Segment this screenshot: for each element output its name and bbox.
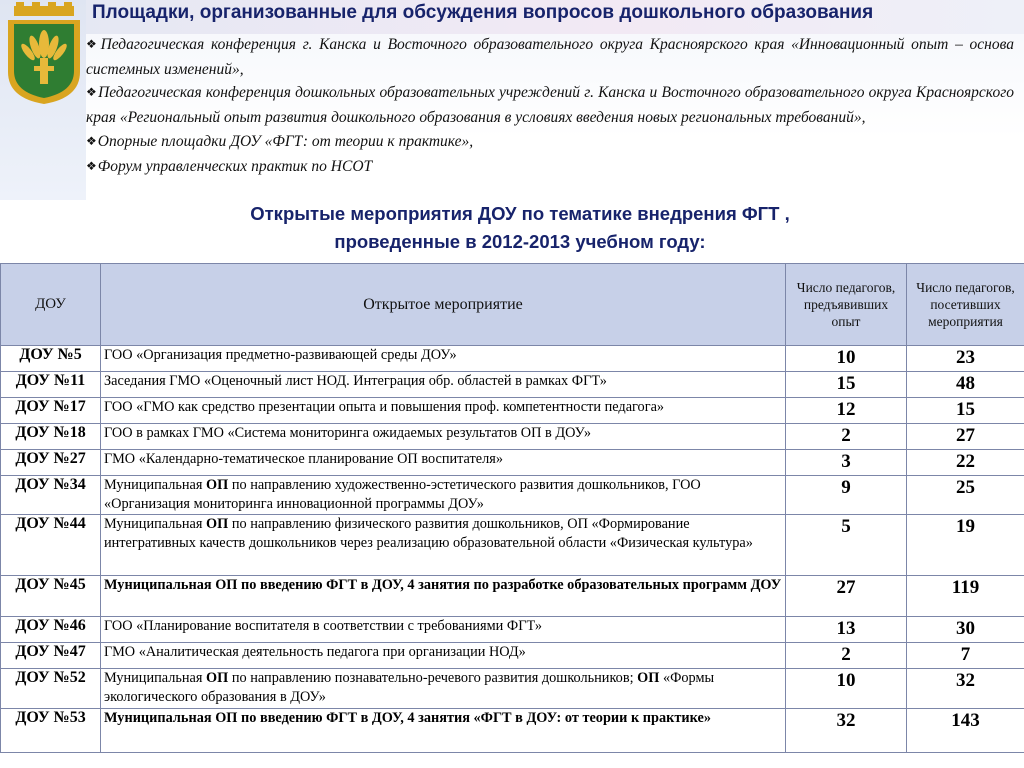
event-text: Муниципальная ОП по введению ФГТ в ДОУ, 4 занятия по разработке образовательных программ ДОУ — [104, 577, 782, 593]
cell-dou: ДОУ №27 — [1, 450, 101, 476]
table-row — [1, 709, 1024, 753]
cell-dou: ДОУ №53 — [1, 709, 101, 753]
diamond-bullet-icon: ❖ — [86, 85, 98, 100]
event-text: Муниципальная ОП по введению ФГТ в ДОУ, 4 занятия «ФГТ в ДОУ: от теории к практике» — [104, 710, 711, 726]
bullet-list — [86, 33, 1014, 179]
cell-attended: 48 — [907, 372, 1024, 398]
cell-event — [101, 346, 786, 372]
diamond-bullet-icon: ❖ — [86, 37, 100, 51]
event-text: ОП — [637, 670, 660, 686]
bullet-item — [86, 33, 1014, 81]
cell-attended: 30 — [907, 617, 1024, 643]
cell-attended: 15 — [907, 398, 1024, 424]
page-title: Площадки, организованные для обсуждения вопросов дошкольного образования — [92, 2, 874, 23]
cell-dou: ДОУ №18 — [1, 424, 101, 450]
cell-attended: 23 — [907, 346, 1024, 372]
cell-event — [101, 515, 786, 576]
diamond-bullet-icon: ❖ — [86, 158, 97, 173]
table-row — [1, 669, 1024, 709]
event-text: Заседания ГМО «Оценочный лист НОД. Интеграция обр. областей в рамках ФГТ» — [104, 373, 607, 389]
diamond-bullet-icon: ❖ — [86, 133, 97, 148]
table-row — [1, 346, 1024, 372]
cell-event — [101, 576, 786, 617]
table-row — [1, 450, 1024, 476]
cell-dou: ДОУ №44 — [1, 515, 101, 576]
table-row — [1, 576, 1024, 617]
table-header-row — [1, 264, 1024, 346]
cell-dou: ДОУ №17 — [1, 398, 101, 424]
cell-attended: 22 — [907, 450, 1024, 476]
cell-attended: 19 — [907, 515, 1024, 576]
event-text: ГОО «ГМО как средство презентации опыта и повышения проф. компетентности педагога» — [104, 399, 665, 415]
cell-presented: 2 — [786, 643, 907, 669]
bullet-text: Педагогическая конференция г. Канска и Восточного образовательного округа Красноярского края «Инновационный опыт – основа системных изменений», — [86, 36, 1014, 78]
cell-event — [101, 617, 786, 643]
cell-dou: ДОУ №46 — [1, 617, 101, 643]
event-text: Муниципальная — [104, 516, 207, 532]
cell-presented: 15 — [786, 372, 907, 398]
cell-dou: ДОУ №34 — [1, 476, 101, 515]
cell-event — [101, 476, 786, 515]
event-text: по направлению физического развития дошкольников, ОП «Формирование интегративных качеств дошкольников через реализацию образовательной области «Физическая культура» — [104, 516, 753, 551]
table-row — [1, 515, 1024, 576]
event-text: ГМО «Календарно-тематическое планирование ОП воспитателя» — [104, 451, 503, 467]
event-text: ГОО в рамках ГМО «Система мониторинга ожидаемых результатов ОП в ДОУ» — [104, 425, 592, 441]
cell-event — [101, 450, 786, 476]
table-row — [1, 643, 1024, 669]
cell-presented: 10 — [786, 669, 907, 709]
cell-event — [101, 669, 786, 709]
bullet-text: Опорные площадки ДОУ «ФГТ: от теории к практике», — [97, 132, 474, 150]
table-row — [1, 424, 1024, 450]
cell-presented: 13 — [786, 617, 907, 643]
cell-presented: 5 — [786, 515, 907, 576]
table-row — [1, 372, 1024, 398]
header-presented: Число педагогов, предъявивших опыт — [786, 264, 907, 346]
cell-presented: 9 — [786, 476, 907, 515]
cell-attended: 27 — [907, 424, 1024, 450]
cell-event — [101, 424, 786, 450]
event-text: ГОО «Планирование воспитателя в соответствии с требованиями ФГТ» — [104, 618, 542, 634]
cell-event — [101, 372, 786, 398]
bullet-item — [86, 81, 1014, 129]
cell-dou: ДОУ №11 — [1, 372, 101, 398]
cell-presented: 3 — [786, 450, 907, 476]
cell-attended: 25 — [907, 476, 1024, 515]
event-text: Муниципальная — [104, 670, 207, 686]
table-body — [1, 346, 1024, 753]
bullet-text: Форум управленческих практик по НСОТ — [97, 157, 373, 175]
cell-presented: 10 — [786, 346, 907, 372]
cell-dou: ДОУ №47 — [1, 643, 101, 669]
cell-attended: 32 — [907, 669, 1024, 709]
cell-event — [101, 398, 786, 424]
coat-of-arms-icon — [2, 2, 86, 106]
cell-presented: 32 — [786, 709, 907, 753]
cell-dou: ДОУ №52 — [1, 669, 101, 709]
bullet-text: Педагогическая конференция дошкольных образовательных учреждений г. Канска и Восточного образовательного округа Красноярского края «Региональный опыт развития дошкольного образования в условиях введения новых региональных требований», — [86, 84, 1014, 127]
event-text: ОП — [206, 516, 229, 532]
events-table — [0, 263, 1024, 753]
table-heading-line1: Открытые мероприятия ДОУ по тематике внедрения ФГТ , — [250, 203, 790, 224]
event-text: Муниципальная — [104, 477, 207, 493]
table-row — [1, 398, 1024, 424]
cell-dou: ДОУ №45 — [1, 576, 101, 617]
cell-presented: 2 — [786, 424, 907, 450]
header-dou: ДОУ — [1, 264, 101, 346]
table-heading — [180, 200, 860, 256]
bullet-item — [86, 130, 1014, 155]
event-text: ОП — [206, 477, 229, 493]
table-row — [1, 476, 1024, 515]
cell-event — [101, 709, 786, 753]
cell-attended: 7 — [907, 643, 1024, 669]
table-heading-line2: проведенные в 2012-2013 учебном году: — [334, 231, 706, 252]
cell-presented: 27 — [786, 576, 907, 617]
header-event: Открытое мероприятие — [101, 264, 786, 346]
cell-attended: 119 — [907, 576, 1024, 617]
cell-event — [101, 643, 786, 669]
cell-attended: 143 — [907, 709, 1024, 753]
cell-presented: 12 — [786, 398, 907, 424]
event-text: «Формы экологического образования в ДОУ» — [104, 670, 715, 705]
bullet-item — [86, 155, 1014, 180]
event-text: ГМО «Аналитическая деятельность педагога при организации НОД» — [104, 644, 526, 660]
event-text: по направлению познавательно-речевого развития дошкольников; — [228, 670, 638, 686]
event-text: ГОО «Организация предметно-развивающей среды ДОУ» — [104, 347, 457, 363]
header-attended: Число педагогов, посетивших мероприятия — [907, 264, 1024, 346]
table-row — [1, 617, 1024, 643]
cell-dou: ДОУ №5 — [1, 346, 101, 372]
event-text: по направлению художественно-эстетического развития дошкольников, ГОО «Организация мониторинга инновационной программы ДОУ» — [104, 477, 701, 512]
event-text: ОП — [206, 670, 229, 686]
